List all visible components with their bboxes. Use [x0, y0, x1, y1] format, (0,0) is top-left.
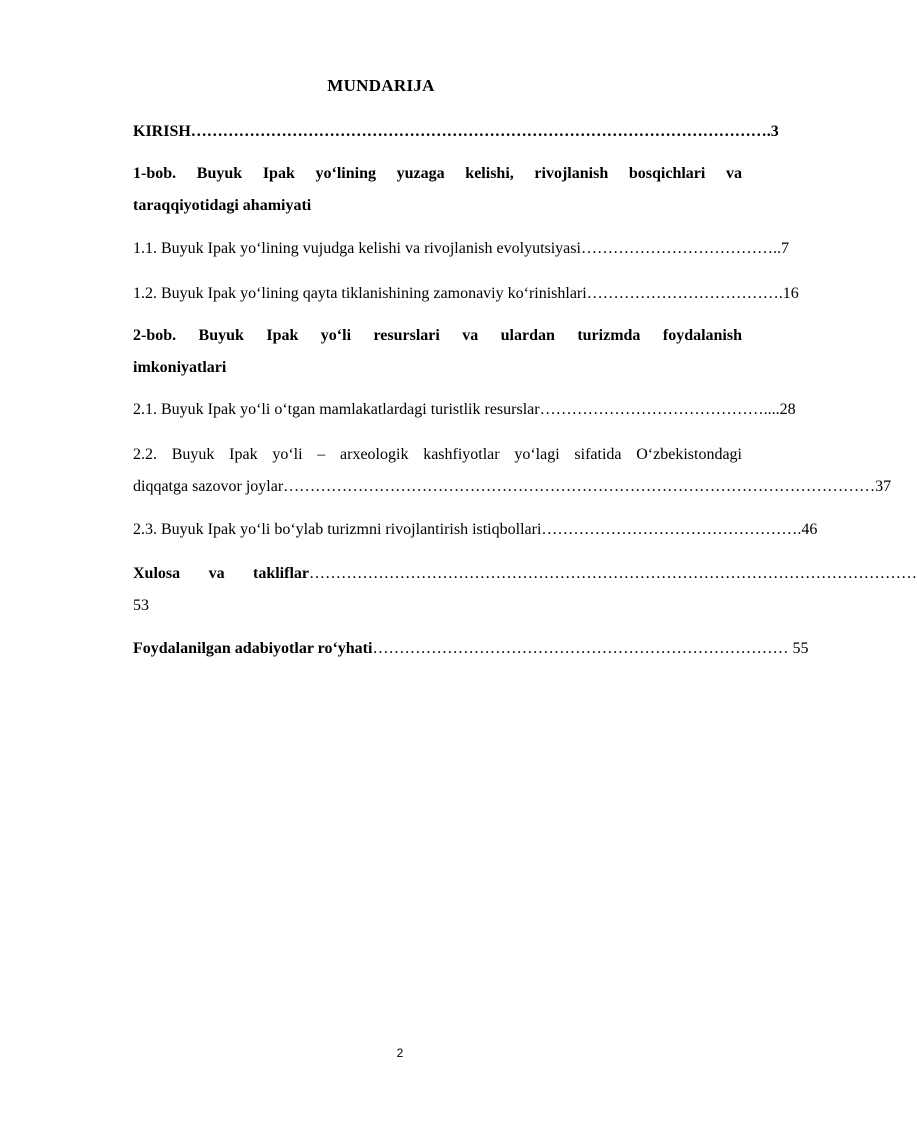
section-2-2-title-line-1: 2.2. Buyuk Ipak yo‘li – arxeologik kashfiyotlar yo‘lagi sifatida O‘zbekistondagi [133, 446, 742, 463]
toc-entry-kirish[interactable] [133, 116, 779, 148]
toc-entry-section-1-2[interactable] [133, 278, 799, 310]
toc-entry-label: Foydalanilgan adabiyotlar ro‘yhati [133, 640, 373, 657]
toc-entry-label: 1.2. Buyuk Ipak yo‘lining qayta tiklanishining zamonaviy ko‘rinishlari [133, 285, 587, 302]
toc-dot-leader: …………………………………………………………………… [372, 640, 789, 657]
conclusion-title-line-1 [133, 558, 917, 590]
chapter-2-title-line-1: 2-bob. Buyuk Ipak yo‘li resurslari va ulardan turizmda foydalanish [133, 327, 742, 344]
chapter-1-title-line-1: 1-bob. Buyuk Ipak yo‘lining yuzaga kelishi, rivojlanish bosqichlari va [133, 165, 742, 182]
chapter-2-title-line-2: imkoniyatlari [133, 359, 227, 376]
toc-page-number: 53 [133, 597, 149, 614]
toc-page-number: 37 [875, 478, 892, 495]
toc-page-number: 55 [788, 640, 809, 657]
conclusion-title [133, 558, 309, 590]
toc-dot-leader: ……………………………… [586, 285, 779, 302]
toc-page-number: .3 [766, 123, 779, 140]
toc-dot-leader: …………………………………… [539, 401, 764, 418]
toc-page-number: .7 [776, 240, 789, 257]
toc-dot-leader: …………………………………………………………………………………………………… [309, 565, 917, 582]
toc-entry-section-2-3[interactable] [133, 514, 818, 546]
page-title: MUNDARIJA [327, 76, 435, 95]
conclusion-word: takliflar [253, 565, 309, 582]
page-number: 2 [396, 1046, 404, 1060]
toc-entry-label: KIRISH [133, 123, 191, 140]
toc-entry-references[interactable] [133, 633, 809, 665]
toc-page-number: .46 [797, 521, 818, 538]
toc-page-number: .16 [778, 285, 799, 302]
toc-entry-section-2-1[interactable] [133, 394, 796, 426]
toc-entry-section-2-2[interactable] [133, 439, 892, 503]
section-2-2-title-line-2 [133, 471, 892, 503]
toc-entry-chapter-2[interactable] [133, 320, 742, 384]
toc-dot-leader: ………………………………………………………………………………………………… [283, 478, 876, 495]
toc-entry-section-1-1[interactable] [133, 233, 789, 265]
conclusion-word: Xulosa [133, 565, 181, 582]
toc-entry-label: 2.3. Buyuk Ipak yo‘li bo‘ylab turizmni rivojlantirish istiqbollari [133, 521, 542, 538]
toc-entry-conclusion[interactable] [133, 558, 917, 622]
conclusion-word: va [208, 565, 225, 582]
toc-entry-label: diqqatga sazovor joylar [133, 478, 284, 495]
toc-dot-leader: ……………………………………………………………………………………………… [190, 123, 767, 140]
toc-entry-label: 1.1. Buyuk Ipak yo‘lining vujudga kelishi va rivojlanish evolyutsiyasi [133, 240, 581, 257]
toc-dot-leader: ………………………………. [580, 240, 777, 257]
toc-entry-label: 2.1. Buyuk Ipak yo‘li o‘tgan mamlakatlardagi turistlik resurslar [133, 401, 540, 418]
chapter-1-title-line-2: taraqqiyotidagi ahamiyati [133, 197, 312, 214]
toc-dot-leader: ………………………………………… [541, 521, 798, 538]
toc-page-number: ....28 [763, 401, 796, 418]
toc-entry-chapter-1[interactable] [133, 158, 742, 222]
